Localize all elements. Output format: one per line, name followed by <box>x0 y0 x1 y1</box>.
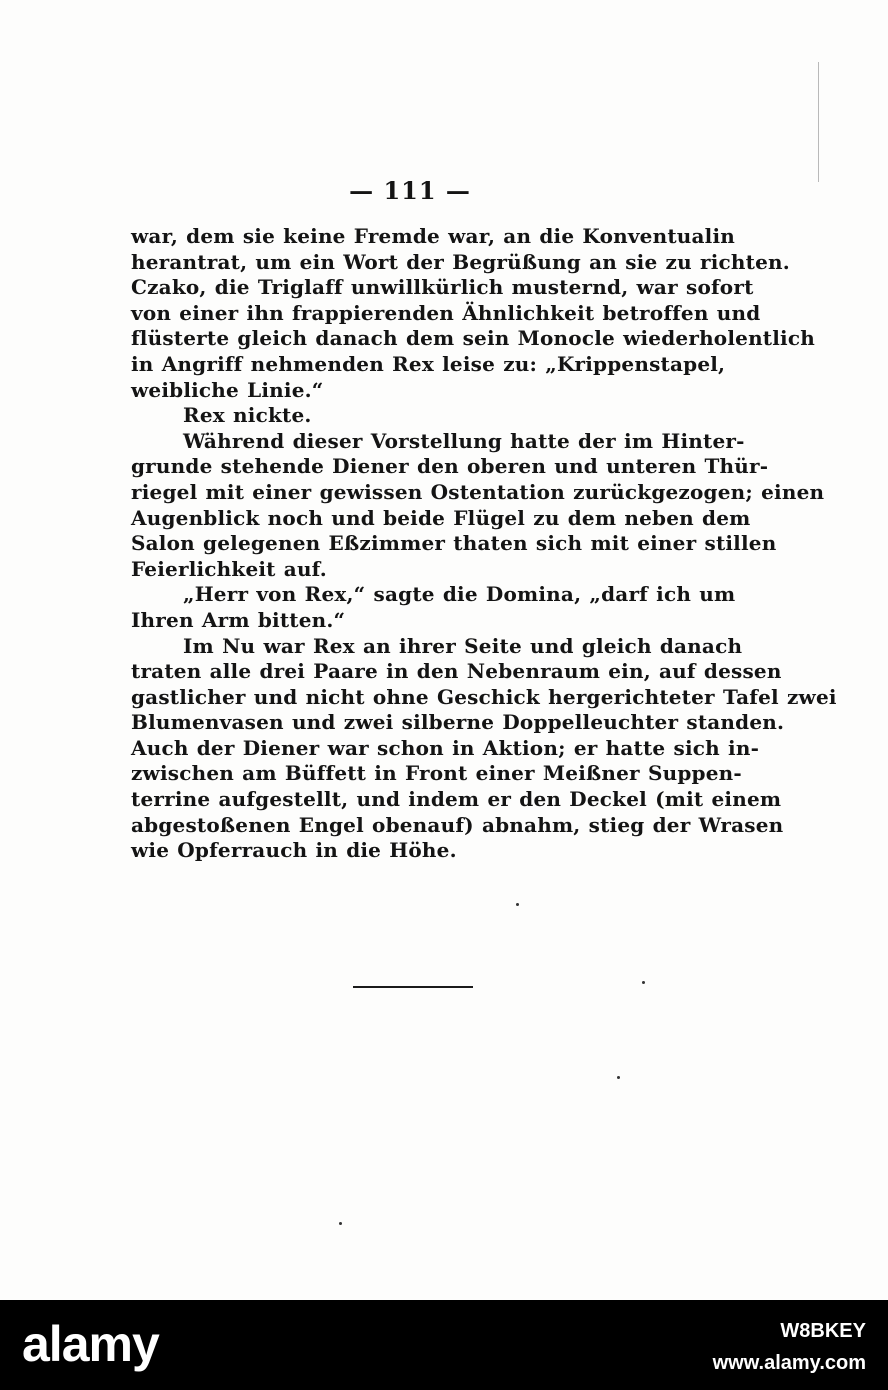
text-line: riegel mit einer gewissen Ostentation zurückgezogen; einen <box>131 479 825 504</box>
text-line: herantrat, um ein Wort der Begrüßung an sie zu richten. <box>131 249 790 274</box>
text-line: traten alle drei Paare in den Nebenraum ein, auf dessen <box>131 659 782 684</box>
text-line: war, dem sie keine Fremde war, an die Konventualin <box>131 224 736 248</box>
paper-speck <box>516 903 519 906</box>
text-line: flüsterte gleich danach dem sein Monocle wiederholentlich <box>131 326 815 351</box>
text-line: zwischen am Büffett in Front einer Meißner Suppen- <box>131 761 742 786</box>
text-line: wie Opferrauch in die Höhe. <box>131 838 457 863</box>
body-text <box>131 224 837 864</box>
text-line: Augenblick noch und beide Flügel zu dem neben dem <box>131 505 751 530</box>
page-number: — 111 — <box>349 176 471 205</box>
text-line: Auch der Diener war schon in Aktion; er hatte sich in- <box>131 735 760 760</box>
paper-speck <box>642 981 645 984</box>
watermark-footer <box>0 1300 888 1390</box>
text-line: Salon gelegenen Eßzimmer thaten sich mit einer stillen <box>131 531 777 556</box>
image-id: W8BKEY <box>780 1320 866 1342</box>
text-line: Im Nu war Rex an ihrer Seite und gleich danach <box>183 633 743 658</box>
text-line: Während dieser Vorstellung hatte der im Hinter- <box>183 428 745 453</box>
page-edge-mark <box>818 62 819 182</box>
text-line: Feierlichkeit auf. <box>131 556 327 581</box>
text-line: von einer ihn frappierenden Ähnlichkeit betroffen und <box>131 300 761 325</box>
paper-speck <box>339 1222 342 1225</box>
text-line: grunde stehende Diener den oberen und unteren Thür- <box>131 454 769 479</box>
text-line: „Herr von Rex,“ sagte die Domina, „darf ich um <box>183 582 736 607</box>
text-line: gastlicher und nicht ohne Geschick hergerichteter Tafel zwei <box>131 684 837 709</box>
text-line: terrine aufgestellt, und indem er den Deckel (mit einem <box>131 787 782 812</box>
text-line: abgestoßenen Engel obenauf) abnahm, stieg der Wrasen <box>131 812 784 837</box>
text-line: weibliche Linie.“ <box>131 377 324 402</box>
paper-speck <box>617 1076 620 1079</box>
text-line: Rex nickte. <box>183 403 312 428</box>
section-end-rule <box>353 986 473 988</box>
text-line: Blumenvasen und zwei silberne Doppelleuchter standen. <box>131 710 785 735</box>
text-line: Ihren Arm bitten.“ <box>131 607 346 632</box>
site-url: www.alamy.com <box>712 1352 866 1374</box>
alamy-logo: alamy <box>22 1316 159 1372</box>
text-line: in Angriff nehmenden Rex leise zu: „Krippenstapel, <box>131 351 726 376</box>
text-line: Czako, die Triglaff unwillkürlich musternd, war sofort <box>131 275 754 300</box>
